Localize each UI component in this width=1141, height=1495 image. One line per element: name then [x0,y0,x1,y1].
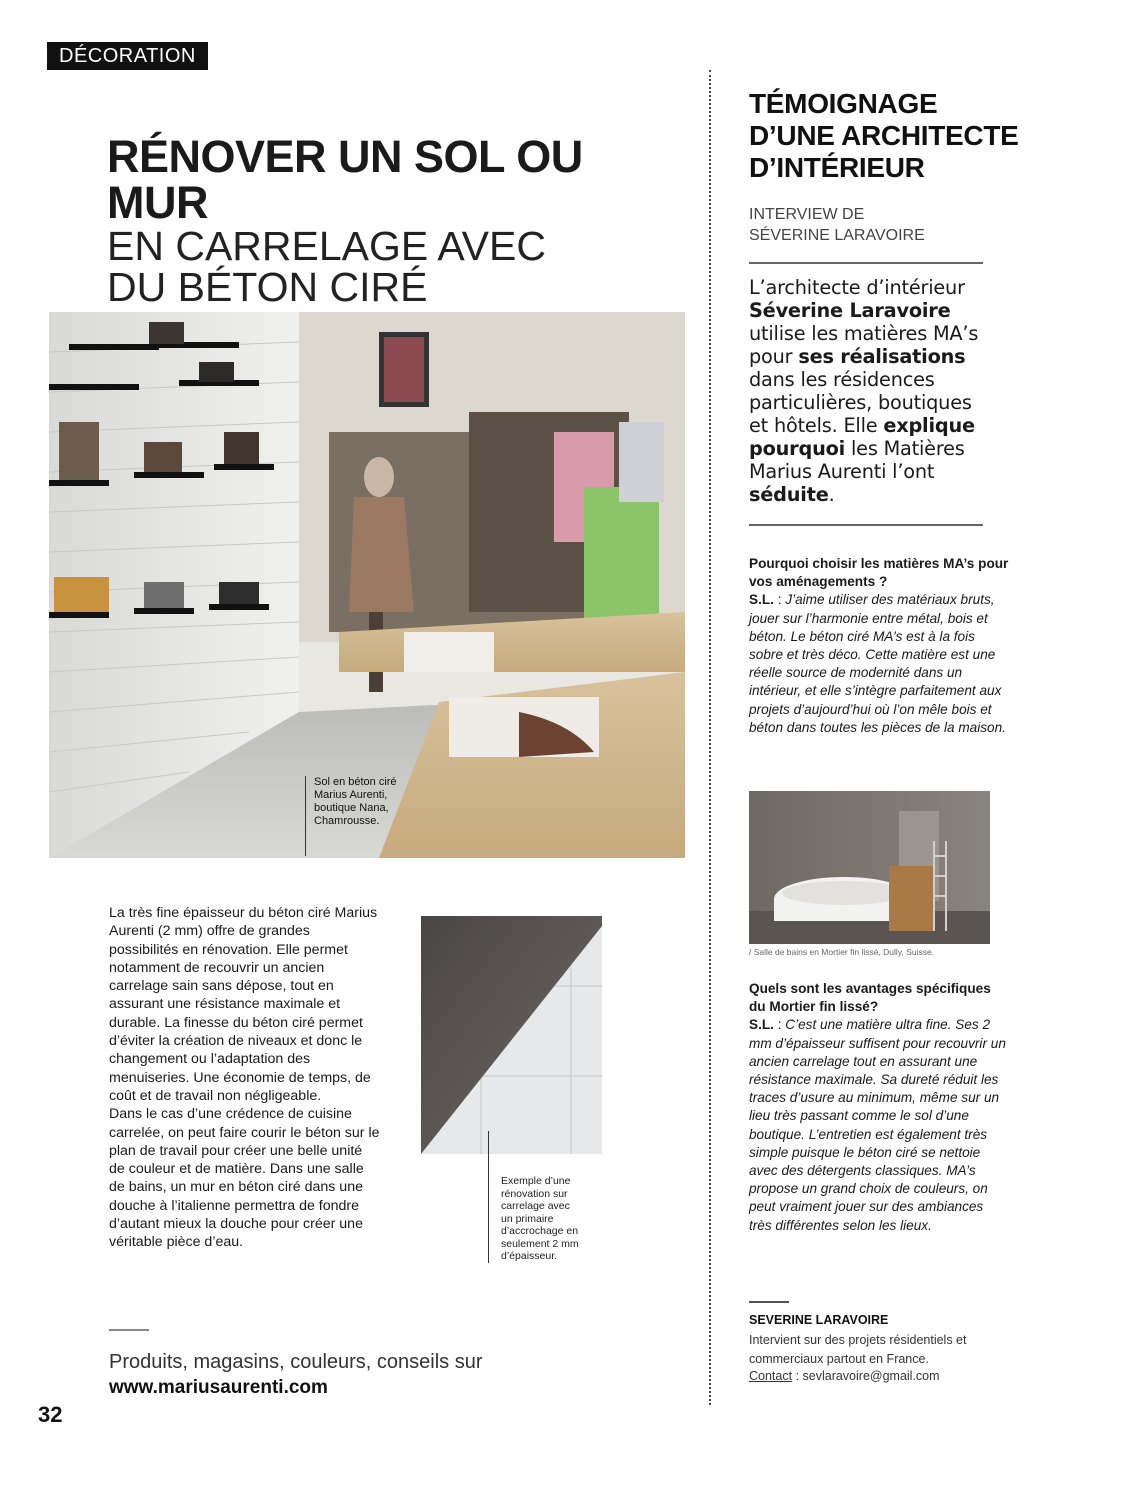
bio-name: SEVERINE LARAVOIRE [749,1313,889,1327]
footer-promo-text: Produits, magasins, couleurs, conseils sur [109,1351,483,1373]
bio-description: Intervient sur des projets résidentiels et commerciaux partout en France. [749,1333,967,1366]
article-title [107,131,667,310]
caption-line: boutique Nana, [314,802,389,814]
answer-label: S.L. [749,1017,774,1033]
question-1: Pourquoi choisir les matières MA’s pour vos aménagements ? [749,556,1009,590]
caption-line: carrelage avec [501,1200,570,1212]
sidebar-subtitle-line: SÉVERINE LARAVOIRE [749,227,925,244]
title-line-2: EN CARRELAGE AVEC [107,223,546,269]
intro-emphasis: explique pourquoi [749,414,975,460]
answer-2: S.L. : C’est une matière ultra fine. Ses 2 mm d’épaisseur suffisent pour recouvrir un ancien carrelage tout en assurant une résistance maximale. Sa dureté réduit les traces d’usure au minimum, même sur un lieu très passant comme le sol d’une boutique. L’entretien est également très simple puisque le béton ciré se nettoie avec des détergents classiques. MA’s propose un grand choix de couleurs, on peut vraiment jouer sur des ambiances très différentes selon les lieux. [749,1017,1006,1233]
contact-separator: : [792,1369,803,1383]
answer-1: S.L. : J’aime utiliser des matériaux bruts, jouer sur l’harmonie entre métal, bois et béton. Le béton ciré MA’s est à la fois sobre et très déco. Cette matière est une réelle source de modernité dans un intérieur, et elle s’intègre parfaitement aux projets d’aujourd’hui où l’on mêle bois et béton dans toutes les pièces de la maison. [749,592,1006,735]
sidebar-title [749,88,1049,184]
column-divider [709,70,711,1405]
sidebar-rule [749,262,983,264]
caption-line: seulement 2 mm [501,1237,579,1250]
caption-line: rénovation sur [501,1187,568,1200]
caption-line: d’épaisseur. [501,1250,558,1262]
bathroom-photo [749,791,990,944]
sidebar-title-line: D’INTÉRIEUR [749,152,925,183]
sidebar-title-line: TÉMOIGNAGE [749,88,938,119]
intro-text: dans les résidences particulières, boutiques et hôtels. Elle [749,368,972,437]
sample-photo-caption [488,1131,605,1263]
caption-line: Exemple d’une [501,1175,571,1187]
page-number: 32 [38,1402,63,1427]
contact-email[interactable]: sevlaravoire@gmail.com [802,1369,940,1383]
intro-text: . [828,483,835,506]
intro-emphasis: ses réalisations [798,345,966,368]
contact-label: Contact [749,1369,793,1383]
sidebar-title-line: D’UNE ARCHITECTE [749,120,1019,151]
body-paragraph-2: Dans le cas d’une crédence de cuisine carrelée, on peut faire courir le béton sur le plan de travail pour créer une belle unité de couleur et de matière. Dans une salle de bains, un mur en béton ciré dans une douche à l’italienne permettra de fondre d’autant mieux la douche pour créer une véritable pièce d’eau. [109,1106,380,1251]
interview-qa-2 [749,980,1009,1235]
caption-line: Marius Aurenti, [314,789,388,801]
intro-emphasis: Séverine Laravoire [749,299,951,322]
website-link[interactable]: www.mariusaurenti.com [109,1377,328,1398]
renovation-sample-photo [421,916,602,1154]
question-2: Quels sont les avantages spécifiques du Mortier fin lissé? [749,981,991,1015]
caption-line: d’accrochage en [501,1225,579,1237]
answer-label: S.L. [749,592,774,608]
caption-line: un primaire [501,1212,554,1225]
caption-line: Chamrousse. [314,815,380,827]
interview-qa-1 [749,555,1009,737]
sidebar-intro [749,276,989,506]
bathroom-photo-caption: / Salle de bains en Mortier fin lissé, Dully, Suisse. [749,947,935,957]
footer-rule [109,1329,149,1331]
intro-emphasis: séduite [749,483,829,506]
article-body [109,904,381,1252]
title-bold-line: RÉNOVER UN SOL OU MUR [107,131,583,228]
sidebar-subtitle [749,204,989,246]
title-line-3: DU BÉTON CIRÉ [107,264,428,310]
caption-line: Sol en béton ciré [314,776,397,788]
intro-text: L’architecte d’intérieur [749,276,965,299]
main-photo-caption [305,776,434,856]
bio-contact [749,1369,940,1383]
sidebar-subtitle-line: INTERVIEW DE [749,206,865,223]
intro-text: les Matières Marius Aurenti l’ont [749,437,965,483]
body-paragraph-1: La très fine épaisseur du béton ciré Marius Aurenti (2 mm) offre de grandes possibilités en rénovation. Elle permet notamment de recouvrir un ancien carrelage sain sans dépose, tout en assurant une résistance maximale et durable. La finesse du béton ciré permet d’éviter la création de niveaux et donc le changement ou l’adaptation des menuiseries. Une économie de temps, de coût et de travail non négligeable. [109,905,378,1104]
answer-text: C’est une matière ultra fine. Ses 2 mm d’épaisseur suffisent pour recouvrir un ancien carrelage tout en assurant une résistance maximale. Sa dureté réduit les traces d’usure au minimum, même sur un lieu très passant comme le sol d’une boutique. L’entretien est également très simple puisque le béton ciré se nettoie avec des détergents classiques. MA’s propose un grand choix de couleurs, on peut vraiment jouer sur des ambiances très différentes selon les lieux. [749,1017,1006,1233]
bio-rule [749,1301,789,1303]
answer-text: J’aime utiliser des matériaux bruts, jouer sur l’harmonie entre métal, bois et béton. Le béton ciré MA’s est à la fois sobre et très déco. Cette matière est une réelle source de modernité dans un intérieur, et elle s’intègre parfaitement aux projets d’aujourd’hui où l’on mêle bois et béton dans toutes les pièces de la maison. [749,592,1006,735]
intro-text: utilise les matières MA’s pour [749,322,979,368]
section-tag: DÉCORATION [47,42,208,70]
sidebar-rule [749,524,983,526]
